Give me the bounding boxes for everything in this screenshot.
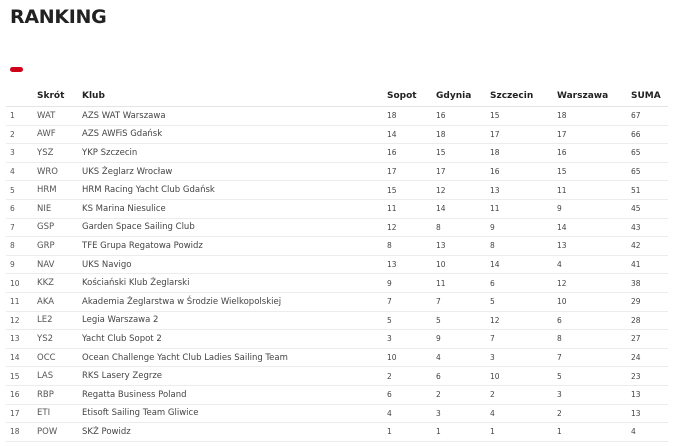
header-position xyxy=(6,86,33,107)
table-row xyxy=(6,218,668,237)
row-score-warszawa: 18 xyxy=(553,107,627,126)
row-score-sopot: 5 xyxy=(383,311,432,330)
row-score-szczecin: 15 xyxy=(486,107,553,126)
row-score-warszawa: 14 xyxy=(553,218,627,237)
row-position: 6 xyxy=(6,199,33,218)
row-abbreviation: GRP xyxy=(33,237,78,256)
row-score-gdynia: 16 xyxy=(432,107,486,126)
row-position: 16 xyxy=(6,385,33,404)
row-score-suma: 27 xyxy=(627,330,668,349)
row-club-name: KS Marina Niesulice xyxy=(78,199,383,218)
row-position: 3 xyxy=(6,144,33,163)
row-score-suma: 45 xyxy=(627,199,668,218)
row-score-sopot: 14 xyxy=(383,125,432,144)
table-row xyxy=(6,404,668,423)
row-score-sopot: 9 xyxy=(383,274,432,293)
row-score-sopot: 8 xyxy=(383,237,432,256)
row-abbreviation: AKA xyxy=(33,292,78,311)
row-position: 17 xyxy=(6,404,33,423)
row-abbreviation: HRM xyxy=(33,181,78,200)
header-suma: SUMA xyxy=(627,86,668,107)
row-score-szczecin: 3 xyxy=(486,348,553,367)
row-club-name: Etisoft Sailing Team Gliwice xyxy=(78,404,383,423)
header-club: Klub xyxy=(78,86,383,107)
row-score-sopot: 1 xyxy=(383,423,432,442)
row-score-gdynia: 12 xyxy=(432,181,486,200)
table-row xyxy=(6,348,668,367)
row-abbreviation: WAT xyxy=(33,107,78,126)
row-score-gdynia: 2 xyxy=(432,385,486,404)
row-score-warszawa: 6 xyxy=(553,311,627,330)
row-position: 2 xyxy=(6,125,33,144)
row-club-name: YKP Szczecin xyxy=(78,144,383,163)
row-club-name: AZS WAT Warszawa xyxy=(78,107,383,126)
row-position: 12 xyxy=(6,311,33,330)
row-score-szczecin: 17 xyxy=(486,125,553,144)
row-score-szczecin: 5 xyxy=(486,292,553,311)
row-position: 18 xyxy=(6,423,33,442)
table-row xyxy=(6,199,668,218)
row-score-warszawa: 4 xyxy=(553,255,627,274)
header-sopot: Sopot xyxy=(383,86,432,107)
row-score-szczecin: 16 xyxy=(486,162,553,181)
row-position: 5 xyxy=(6,181,33,200)
row-score-suma: 13 xyxy=(627,404,668,423)
table-row xyxy=(6,162,668,181)
row-score-gdynia: 7 xyxy=(432,292,486,311)
row-score-gdynia: 18 xyxy=(432,125,486,144)
row-abbreviation: GSP xyxy=(33,218,78,237)
header-szczecin: Szczecin xyxy=(486,86,553,107)
row-score-gdynia: 17 xyxy=(432,162,486,181)
row-score-warszawa: 12 xyxy=(553,274,627,293)
row-score-warszawa: 13 xyxy=(553,237,627,256)
row-club-name: Kościański Klub Żeglarski xyxy=(78,274,383,293)
row-score-szczecin: 4 xyxy=(486,404,553,423)
row-score-suma: 41 xyxy=(627,255,668,274)
row-score-gdynia: 11 xyxy=(432,274,486,293)
row-club-name: SKŻ Powidz xyxy=(78,423,383,442)
row-score-gdynia: 10 xyxy=(432,255,486,274)
row-score-szczecin: 11 xyxy=(486,199,553,218)
row-score-szczecin: 14 xyxy=(486,255,553,274)
row-club-name: TFE Grupa Regatowa Powidz xyxy=(78,237,383,256)
row-score-warszawa: 15 xyxy=(553,162,627,181)
row-score-szczecin: 2 xyxy=(486,385,553,404)
row-club-name: HRM Racing Yacht Club Gdańsk xyxy=(78,181,383,200)
table-row xyxy=(6,237,668,256)
row-score-suma: 51 xyxy=(627,181,668,200)
row-club-name: AZS AWFiS Gdańsk xyxy=(78,125,383,144)
row-score-warszawa: 10 xyxy=(553,292,627,311)
table-row xyxy=(6,274,668,293)
row-score-suma: 28 xyxy=(627,311,668,330)
row-score-suma: 43 xyxy=(627,218,668,237)
row-abbreviation: LAS xyxy=(33,367,78,386)
row-score-szczecin: 8 xyxy=(486,237,553,256)
row-abbreviation: POW xyxy=(33,423,78,442)
row-club-name: RKS Lasery Zegrze xyxy=(78,367,383,386)
row-score-szczecin: 18 xyxy=(486,144,553,163)
row-score-warszawa: 11 xyxy=(553,181,627,200)
row-abbreviation: ETI xyxy=(33,404,78,423)
row-abbreviation: YSZ xyxy=(33,144,78,163)
row-abbreviation: WRO xyxy=(33,162,78,181)
header-abbreviation: Skrót xyxy=(33,86,78,107)
row-score-gdynia: 3 xyxy=(432,404,486,423)
table-row xyxy=(6,292,668,311)
row-score-sopot: 2 xyxy=(383,367,432,386)
row-abbreviation: OCC xyxy=(33,348,78,367)
table-row xyxy=(6,125,668,144)
row-score-sopot: 18 xyxy=(383,107,432,126)
row-score-szczecin: 10 xyxy=(486,367,553,386)
row-score-warszawa: 2 xyxy=(553,404,627,423)
table-row xyxy=(6,144,668,163)
table-row xyxy=(6,255,668,274)
row-score-gdynia: 4 xyxy=(432,348,486,367)
row-score-suma: 66 xyxy=(627,125,668,144)
row-score-suma: 24 xyxy=(627,348,668,367)
row-score-suma: 38 xyxy=(627,274,668,293)
row-score-szczecin: 9 xyxy=(486,218,553,237)
row-score-sopot: 7 xyxy=(383,292,432,311)
row-score-sopot: 15 xyxy=(383,181,432,200)
page-title: RANKING xyxy=(10,6,107,28)
row-position: 14 xyxy=(6,348,33,367)
row-score-sopot: 6 xyxy=(383,385,432,404)
row-score-sopot: 4 xyxy=(383,404,432,423)
row-score-gdynia: 1 xyxy=(432,423,486,442)
row-score-szczecin: 12 xyxy=(486,311,553,330)
row-score-gdynia: 8 xyxy=(432,218,486,237)
header-warszawa: Warszawa xyxy=(553,86,627,107)
row-score-warszawa: 7 xyxy=(553,348,627,367)
row-score-sopot: 16 xyxy=(383,144,432,163)
row-score-warszawa: 1 xyxy=(553,423,627,442)
row-score-suma: 4 xyxy=(627,423,668,442)
row-score-warszawa: 17 xyxy=(553,125,627,144)
table-row xyxy=(6,367,668,386)
ranking-table-body xyxy=(6,107,668,442)
row-position: 10 xyxy=(6,274,33,293)
table-row xyxy=(6,385,668,404)
row-score-gdynia: 13 xyxy=(432,237,486,256)
row-score-gdynia: 5 xyxy=(432,311,486,330)
row-club-name: Garden Space Sailing Club xyxy=(78,218,383,237)
row-club-name: Legia Warszawa 2 xyxy=(78,311,383,330)
title-accent-bar xyxy=(10,67,23,72)
row-abbreviation: NAV xyxy=(33,255,78,274)
row-score-szczecin: 1 xyxy=(486,423,553,442)
row-score-suma: 29 xyxy=(627,292,668,311)
row-score-gdynia: 14 xyxy=(432,199,486,218)
table-row xyxy=(6,423,668,442)
row-score-szczecin: 7 xyxy=(486,330,553,349)
table-header-row xyxy=(6,86,668,107)
row-club-name: UKS Navigo xyxy=(78,255,383,274)
row-score-suma: 65 xyxy=(627,144,668,163)
row-score-warszawa: 16 xyxy=(553,144,627,163)
row-club-name: UKS Żeglarz Wrocław xyxy=(78,162,383,181)
row-score-warszawa: 8 xyxy=(553,330,627,349)
row-abbreviation: KKZ xyxy=(33,274,78,293)
row-abbreviation: NIE xyxy=(33,199,78,218)
row-score-suma: 65 xyxy=(627,162,668,181)
table-row xyxy=(6,107,668,126)
row-score-sopot: 11 xyxy=(383,199,432,218)
row-position: 1 xyxy=(6,107,33,126)
row-score-warszawa: 3 xyxy=(553,385,627,404)
row-score-sopot: 13 xyxy=(383,255,432,274)
row-abbreviation: RBP xyxy=(33,385,78,404)
row-club-name: Ocean Challenge Yacht Club Ladies Sailing Team xyxy=(78,348,383,367)
row-score-szczecin: 6 xyxy=(486,274,553,293)
row-score-sopot: 10 xyxy=(383,348,432,367)
row-score-warszawa: 9 xyxy=(553,199,627,218)
row-score-suma: 13 xyxy=(627,385,668,404)
ranking-table xyxy=(6,86,668,442)
row-position: 8 xyxy=(6,237,33,256)
row-position: 9 xyxy=(6,255,33,274)
row-score-sopot: 17 xyxy=(383,162,432,181)
row-position: 13 xyxy=(6,330,33,349)
row-abbreviation: AWF xyxy=(33,125,78,144)
row-position: 15 xyxy=(6,367,33,386)
row-score-sopot: 12 xyxy=(383,218,432,237)
row-score-sopot: 3 xyxy=(383,330,432,349)
row-score-gdynia: 6 xyxy=(432,367,486,386)
row-score-gdynia: 15 xyxy=(432,144,486,163)
row-abbreviation: LE2 xyxy=(33,311,78,330)
table-row xyxy=(6,330,668,349)
row-score-suma: 67 xyxy=(627,107,668,126)
row-club-name: Regatta Business Poland xyxy=(78,385,383,404)
row-position: 11 xyxy=(6,292,33,311)
row-score-warszawa: 5 xyxy=(553,367,627,386)
row-position: 4 xyxy=(6,162,33,181)
row-score-suma: 42 xyxy=(627,237,668,256)
row-club-name: Yacht Club Sopot 2 xyxy=(78,330,383,349)
row-abbreviation: YS2 xyxy=(33,330,78,349)
table-row xyxy=(6,181,668,200)
row-score-suma: 23 xyxy=(627,367,668,386)
row-score-szczecin: 13 xyxy=(486,181,553,200)
row-score-gdynia: 9 xyxy=(432,330,486,349)
row-club-name: Akademia Żeglarstwa w Środzie Wielkopolskiej xyxy=(78,292,383,311)
header-gdynia: Gdynia xyxy=(432,86,486,107)
table-row xyxy=(6,311,668,330)
row-position: 7 xyxy=(6,218,33,237)
